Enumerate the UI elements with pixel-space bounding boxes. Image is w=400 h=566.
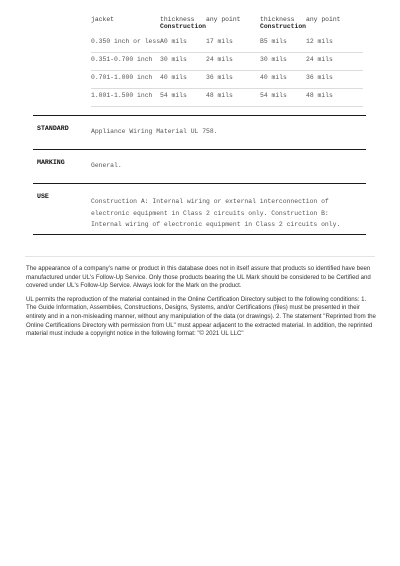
table-cell: 48 mils xyxy=(206,92,233,99)
disclaimer xyxy=(26,265,376,344)
table-cell: 17 mils xyxy=(206,38,233,45)
table-cell: 36 mils xyxy=(306,74,333,81)
header-any-point-b: any point xyxy=(306,16,341,23)
use-section xyxy=(33,183,366,234)
table-cell: 24 mils xyxy=(206,56,233,63)
header-construction-a: Construction xyxy=(160,23,207,30)
standard-label: STANDARD xyxy=(37,125,69,132)
table-cell: 54 mils xyxy=(160,92,187,99)
footer-divider xyxy=(25,256,375,257)
use-value: Construction A: Internal wiring or external interconnection of electronic equipment in Class 2 circuits only. Construction B: Internal wiring of electronic equipment in Class 2 circuits only. xyxy=(91,198,341,228)
section-divider xyxy=(33,234,366,235)
table-cell: 24 mils xyxy=(306,56,333,63)
table-cell: 40 mils xyxy=(260,74,287,81)
table-row xyxy=(91,88,363,107)
table-cell: 0.350 inch or less xyxy=(91,38,161,45)
table-cell: 48 mils xyxy=(306,92,333,99)
table-row xyxy=(91,52,363,71)
table-cell: A0 mils xyxy=(160,38,187,45)
table-cell: 0.351-0.700 inch xyxy=(91,56,153,63)
table-row xyxy=(91,70,363,89)
marking-value: General. xyxy=(91,162,122,169)
table-cell: 30 mils xyxy=(160,56,187,63)
reprint-terms-paragraph: UL permits the reproduction of the material contained in the Online Certification Directory subject to the following conditions: 1. The Guide Information, Assemblies, Constructions, Designs, Systems, and/or Certifications (files) must be presented in their entirety and in a non-misleading manner, without any manipulation of the data (or drawings). 2. The statement "Reprinted from the Online Certifications Directory with permission from UL" must appear adjacent to the extracted material. In addition, the reprinted material must include a copyright notice in the following format: "© 2021 UL LLC" xyxy=(26,295,376,338)
standard-value: Appliance Wiring Material UL 758. xyxy=(91,128,218,135)
marking-section xyxy=(33,149,366,183)
table-cell: 40 mils xyxy=(160,74,187,81)
use-label: USE xyxy=(37,193,49,200)
header-jacket: jacket xyxy=(91,16,115,23)
table-cell: 54 mils xyxy=(260,92,287,99)
disclaimer-paragraph: The appearance of a company's name or product in this database does not in itself assure that products so identified have been manufactured under UL's Follow-Up Service. Only those products bearing the UL Mark should be considered to be Certified and covered under UL's Follow-Up Service. Always look for the Mark on the product. xyxy=(26,265,371,290)
header-thickness-b: thickness xyxy=(260,16,295,23)
table-cell: 12 mils xyxy=(306,38,333,45)
marking-label: MARKING xyxy=(37,159,65,166)
header-any-point-a: any point xyxy=(206,16,241,23)
header-thickness-a: thickness xyxy=(160,16,195,23)
table-row xyxy=(91,34,363,53)
table-header xyxy=(91,16,363,32)
table-cell: 1.001-1.500 inch xyxy=(91,92,153,99)
header-construction-b: Construction xyxy=(260,23,307,30)
table-cell: B5 mils xyxy=(260,38,287,45)
standard-section xyxy=(33,115,366,149)
table-cell: 36 mils xyxy=(206,74,233,81)
table-cell: 0.701-1.000 inch xyxy=(91,74,153,81)
table-cell: 30 mils xyxy=(260,56,287,63)
